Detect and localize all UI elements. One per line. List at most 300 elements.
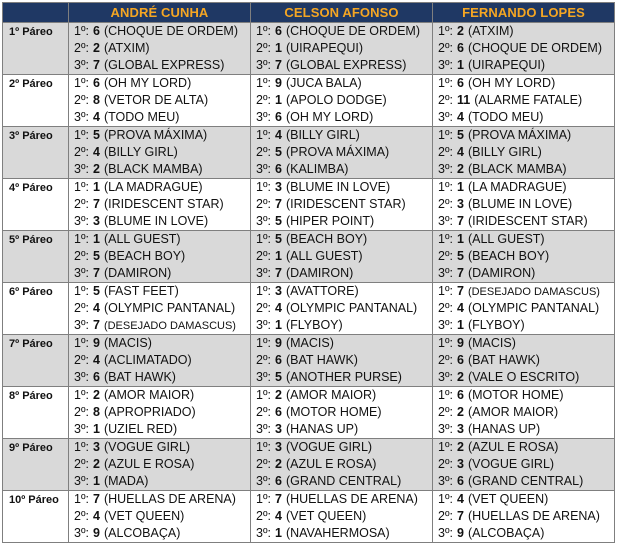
horse-name: (VOGUE GIRL) [467, 457, 555, 471]
horse-number: 6 [93, 24, 100, 38]
pick-position: 3º: [438, 58, 453, 72]
horse-name: (MADA) [103, 474, 149, 488]
pick-line [74, 40, 250, 57]
horse-name: (ANOTHER PURSE) [285, 370, 402, 384]
horse-number: 6 [457, 388, 464, 402]
horse-name: (ALCOBAÇA) [103, 526, 181, 540]
horse-number: 4 [93, 353, 100, 367]
horse-name: (AZUL E ROSA) [103, 457, 195, 471]
picks-cell [251, 23, 433, 75]
horse-number: 2 [93, 162, 100, 176]
race-label: 4º Páreo [3, 179, 69, 231]
pick-position: 2º: [74, 353, 89, 367]
pick-line [256, 40, 432, 57]
pick-line [256, 352, 432, 369]
picks-cell [251, 335, 433, 387]
pick-line [438, 57, 614, 74]
pick-line [74, 421, 250, 438]
pick-line [256, 75, 432, 92]
pick-line [256, 525, 432, 542]
pick-line [74, 248, 250, 265]
horse-number: 2 [93, 457, 100, 471]
horse-number: 4 [457, 145, 464, 159]
pick-line [256, 508, 432, 525]
horse-name: (ATXIM) [467, 24, 514, 38]
horse-name: (LA MADRAGUE) [103, 180, 203, 194]
horse-name: (UIRAPEQUI) [467, 58, 546, 72]
pick-position: 2º: [256, 197, 271, 211]
pick-position: 2º: [438, 301, 453, 315]
pick-line [256, 57, 432, 74]
pick-position: 2º: [74, 405, 89, 419]
horse-name: (LA MADRAGUE) [467, 180, 567, 194]
pick-position: 1º: [256, 284, 271, 298]
pick-position: 1º: [256, 180, 271, 194]
horse-number: 6 [457, 76, 464, 90]
pick-position: 1º: [438, 128, 453, 142]
pick-line [438, 439, 614, 456]
pick-line [438, 23, 614, 40]
horse-number: 3 [275, 284, 282, 298]
horse-name: (VOGUE GIRL) [285, 440, 373, 454]
pick-position: 3º: [438, 214, 453, 228]
pick-line [74, 387, 250, 404]
race-label: 3º Páreo [3, 127, 69, 179]
horse-name: (HANAS UP) [467, 422, 541, 436]
horse-number: 4 [275, 509, 282, 523]
pick-line [74, 317, 250, 334]
pick-line [438, 456, 614, 473]
horse-number: 4 [457, 110, 464, 124]
horse-number: 6 [275, 405, 282, 419]
pick-position: 2º: [74, 197, 89, 211]
horse-number: 6 [275, 24, 282, 38]
pick-position: 3º: [256, 110, 271, 124]
horse-name: (PROVA MÁXIMA) [467, 128, 572, 142]
horse-number: 6 [275, 110, 282, 124]
horse-name: (ALL GUEST) [467, 232, 545, 246]
horse-number: 2 [457, 370, 464, 384]
horse-number: 2 [457, 405, 464, 419]
horse-number: 5 [275, 370, 282, 384]
horse-number: 7 [93, 197, 100, 211]
pick-line [256, 109, 432, 126]
pick-line [74, 335, 250, 352]
horse-number: 2 [457, 162, 464, 176]
horse-number: 7 [457, 509, 464, 523]
horse-name: (FLYBOY) [285, 318, 343, 332]
race-label: 8º Páreo [3, 387, 69, 439]
header-fernando-lopes: FERNANDO LOPES [433, 3, 615, 23]
horse-name: (FAST FEET) [103, 284, 179, 298]
horse-name: (VET QUEEN) [103, 509, 185, 523]
horse-number: 6 [275, 162, 282, 176]
race-row [3, 75, 615, 127]
pick-line [256, 421, 432, 438]
picks-cell [69, 179, 251, 231]
horse-name: (MOTOR HOME) [285, 405, 382, 419]
pick-line [438, 352, 614, 369]
horse-name: (IRIDESCENT STAR) [467, 214, 588, 228]
picks-cell [69, 231, 251, 283]
horse-name: (BILLY GIRL) [467, 145, 542, 159]
horse-name: (BLACK MAMBA) [103, 162, 203, 176]
horse-number: 4 [93, 110, 100, 124]
horse-number: 3 [457, 197, 464, 211]
horse-number: 7 [275, 197, 282, 211]
pick-line [74, 300, 250, 317]
pick-position: 2º: [74, 249, 89, 263]
horse-name: (JUCA BALA) [285, 76, 362, 90]
pick-line [74, 456, 250, 473]
pick-position: 2º: [74, 509, 89, 523]
pick-line [256, 491, 432, 508]
pick-line [438, 404, 614, 421]
pick-line [256, 196, 432, 213]
pick-line [74, 283, 250, 300]
horse-name: (BAT HAWK) [103, 370, 176, 384]
horse-number: 11 [457, 93, 471, 107]
pick-position: 1º: [74, 232, 89, 246]
horse-number: 6 [93, 76, 100, 90]
pick-line [256, 248, 432, 265]
pick-position: 2º: [438, 197, 453, 211]
horse-number: 8 [93, 93, 100, 107]
picks-cell [433, 75, 615, 127]
horse-name: (GLOBAL EXPRESS) [285, 58, 407, 72]
picks-cell [433, 335, 615, 387]
horse-number: 6 [457, 474, 464, 488]
horse-name: (IRIDESCENT STAR) [285, 197, 406, 211]
pick-position: 3º: [74, 266, 89, 280]
horse-name: (AZUL E ROSA) [285, 457, 377, 471]
horse-number: 5 [275, 232, 282, 246]
pick-position: 1º: [256, 232, 271, 246]
pick-position: 3º: [438, 370, 453, 384]
horse-name: (UIRAPEQUI) [285, 41, 364, 55]
horse-name: (ALL GUEST) [285, 249, 363, 263]
picks-cell [433, 283, 615, 335]
header-celson-afonso: CELSON AFONSO [251, 3, 433, 23]
pick-line [438, 421, 614, 438]
pick-position: 3º: [438, 422, 453, 436]
pick-position: 3º: [256, 370, 271, 384]
pick-position: 2º: [74, 145, 89, 159]
pick-line [256, 300, 432, 317]
horse-number: 4 [457, 301, 464, 315]
horse-number: 5 [93, 284, 100, 298]
pick-position: 1º: [74, 492, 89, 506]
pick-position: 2º: [256, 405, 271, 419]
race-label: 1º Páreo [3, 23, 69, 75]
pick-position: 2º: [256, 509, 271, 523]
horse-name: (AMOR MAIOR) [103, 388, 195, 402]
pick-position: 3º: [438, 526, 453, 540]
pick-position: 1º: [438, 180, 453, 194]
horse-name: (VET QUEEN) [467, 492, 549, 506]
header-row [3, 3, 615, 23]
race-row [3, 387, 615, 439]
pick-position: 1º: [256, 492, 271, 506]
pick-position: 3º: [74, 422, 89, 436]
horse-name: (ALL GUEST) [103, 232, 181, 246]
horse-number: 5 [457, 128, 464, 142]
horse-name: (CHOQUE DE ORDEM) [103, 24, 238, 38]
race-row [3, 127, 615, 179]
horse-name: (DESEJADO DAMASCUS) [103, 320, 236, 332]
pick-position: 1º: [438, 492, 453, 506]
pick-position: 2º: [74, 41, 89, 55]
horse-number: 4 [93, 145, 100, 159]
horse-name: (VOGUE GIRL) [103, 440, 191, 454]
pick-position: 3º: [438, 266, 453, 280]
horse-name: (BLUME IN LOVE) [103, 214, 209, 228]
pick-position: 2º: [74, 301, 89, 315]
pick-line [256, 387, 432, 404]
header-corner-cell [3, 3, 69, 23]
horse-name: (CHOQUE DE ORDEM) [285, 24, 420, 38]
picks-cell [69, 75, 251, 127]
pick-position: 3º: [256, 526, 271, 540]
pick-line [74, 127, 250, 144]
picks-cell [251, 283, 433, 335]
pick-position: 3º: [256, 58, 271, 72]
pick-position: 2º: [438, 457, 453, 471]
horse-name: (HUELLAS DE ARENA) [467, 509, 600, 523]
horse-name: (BLACK MAMBA) [467, 162, 567, 176]
pick-position: 1º: [256, 76, 271, 90]
pick-position: 3º: [438, 110, 453, 124]
horse-number: 4 [93, 301, 100, 315]
horse-number: 1 [457, 180, 464, 194]
horse-number: 1 [93, 180, 100, 194]
horse-name: (BILLY GIRL) [103, 145, 178, 159]
horse-name: (GRAND CENTRAL) [285, 474, 402, 488]
horse-name: (CHOQUE DE ORDEM) [467, 41, 602, 55]
picks-cell [69, 491, 251, 543]
pick-position: 2º: [438, 405, 453, 419]
horse-number: 1 [457, 232, 464, 246]
pick-line [438, 335, 614, 352]
horse-number: 1 [275, 318, 282, 332]
horse-name: (OLYMPIC PANTANAL) [285, 301, 418, 315]
horse-name: (DAMIRON) [103, 266, 172, 280]
picks-cell [433, 127, 615, 179]
horse-name: (OH MY LORD) [285, 110, 374, 124]
pick-line [438, 248, 614, 265]
pick-position: 1º: [438, 24, 453, 38]
picks-cell [69, 127, 251, 179]
pick-position: 3º: [438, 162, 453, 176]
pick-line [438, 231, 614, 248]
pick-line [438, 283, 614, 300]
horse-number: 3 [457, 457, 464, 471]
horse-name: (VETOR DE ALTA) [103, 93, 209, 107]
pick-position: 1º: [256, 24, 271, 38]
pick-position: 1º: [438, 388, 453, 402]
pick-position: 3º: [74, 58, 89, 72]
picks-cell [69, 335, 251, 387]
pick-line [74, 473, 250, 490]
pick-line [74, 75, 250, 92]
horse-name: (DAMIRON) [467, 266, 536, 280]
pick-position: 2º: [256, 93, 271, 107]
pick-position: 2º: [438, 249, 453, 263]
horse-number: 9 [457, 526, 464, 540]
pick-position: 3º: [74, 526, 89, 540]
horse-name: (TODO MEU) [103, 110, 180, 124]
horse-number: 3 [275, 180, 282, 194]
horse-name: (HIPER POINT) [285, 214, 375, 228]
pick-position: 2º: [438, 93, 453, 107]
picks-cell [433, 491, 615, 543]
pick-position: 2º: [438, 509, 453, 523]
pick-position: 1º: [438, 232, 453, 246]
horse-number: 1 [93, 232, 100, 246]
pick-line [438, 265, 614, 282]
pick-position: 3º: [74, 162, 89, 176]
pick-line [74, 508, 250, 525]
horse-name: (AZUL E ROSA) [467, 440, 559, 454]
pick-line [74, 265, 250, 282]
horse-name: (IRIDESCENT STAR) [103, 197, 224, 211]
horse-name: (VALE O ESCRITO) [467, 370, 580, 384]
pick-position: 1º: [74, 24, 89, 38]
pick-position: 3º: [74, 474, 89, 488]
horse-name: (BLUME IN LOVE) [467, 197, 573, 211]
pick-line [438, 40, 614, 57]
picks-cell [251, 491, 433, 543]
pick-position: 2º: [256, 41, 271, 55]
race-label: 2º Páreo [3, 75, 69, 127]
pick-line [74, 352, 250, 369]
horse-number: 2 [457, 24, 464, 38]
pick-position: 3º: [438, 474, 453, 488]
pick-line [74, 144, 250, 161]
horse-name: (AMOR MAIOR) [285, 388, 377, 402]
horse-number: 3 [275, 422, 282, 436]
horse-name: (MACIS) [103, 336, 152, 350]
horse-number: 9 [457, 336, 464, 350]
pick-line [256, 144, 432, 161]
pick-line [438, 508, 614, 525]
horse-name: (OLYMPIC PANTANAL) [103, 301, 236, 315]
horse-name: (ATXIM) [103, 41, 150, 55]
pick-line [256, 92, 432, 109]
horse-name: (OH MY LORD) [103, 76, 192, 90]
horse-number: 6 [457, 353, 464, 367]
horse-number: 7 [275, 58, 282, 72]
horse-number: 3 [275, 440, 282, 454]
pick-line [74, 161, 250, 178]
horse-number: 9 [275, 336, 282, 350]
horse-number: 7 [93, 492, 100, 506]
horse-number: 7 [93, 318, 100, 332]
pick-position: 2º: [256, 249, 271, 263]
pick-line [438, 213, 614, 230]
horse-number: 6 [93, 370, 100, 384]
pick-line [74, 196, 250, 213]
pick-line [438, 473, 614, 490]
picks-cell [251, 179, 433, 231]
pick-position: 1º: [256, 128, 271, 142]
horse-number: 7 [93, 58, 100, 72]
pick-position: 1º: [74, 284, 89, 298]
tips-table [2, 2, 615, 543]
horse-number: 2 [457, 440, 464, 454]
pick-line [256, 161, 432, 178]
horse-name: (AVATTORE) [285, 284, 359, 298]
pick-line [438, 196, 614, 213]
race-label: 7º Páreo [3, 335, 69, 387]
horse-number: 6 [457, 41, 464, 55]
picks-cell [433, 179, 615, 231]
pick-position: 2º: [256, 353, 271, 367]
pick-line [256, 265, 432, 282]
pick-line [256, 335, 432, 352]
horse-number: 2 [275, 457, 282, 471]
pick-line [256, 404, 432, 421]
horse-name: (GLOBAL EXPRESS) [103, 58, 225, 72]
horse-number: 1 [275, 93, 282, 107]
horse-number: 3 [457, 422, 464, 436]
horse-name: (BEACH BOY) [285, 232, 368, 246]
horse-name: (BEACH BOY) [467, 249, 550, 263]
pick-position: 2º: [256, 457, 271, 471]
horse-number: 5 [93, 249, 100, 263]
pick-position: 3º: [74, 318, 89, 332]
pick-position: 1º: [256, 388, 271, 402]
horse-name: (NAVAHERMOSA) [285, 526, 390, 540]
horse-number: 1 [93, 474, 100, 488]
pick-line [256, 456, 432, 473]
pick-position: 2º: [74, 93, 89, 107]
horse-name: (HUELLAS DE ARENA) [285, 492, 418, 506]
pick-line [74, 369, 250, 386]
pick-position: 3º: [438, 318, 453, 332]
pick-line [74, 57, 250, 74]
header-andre-cunha: ANDRÉ CUNHA [69, 3, 251, 23]
horse-name: (FLYBOY) [467, 318, 525, 332]
pick-line [256, 473, 432, 490]
pick-line [256, 317, 432, 334]
horse-number: 9 [93, 526, 100, 540]
horse-number: 3 [93, 214, 100, 228]
pick-line [74, 231, 250, 248]
horse-name: (DESEJADO DAMASCUS) [467, 286, 600, 298]
picks-cell [251, 127, 433, 179]
pick-line [256, 23, 432, 40]
race-label: 6º Páreo [3, 283, 69, 335]
pick-position: 1º: [74, 440, 89, 454]
picks-cell [251, 439, 433, 491]
horse-number: 1 [275, 249, 282, 263]
horse-name: (BEACH BOY) [103, 249, 186, 263]
pick-line [438, 144, 614, 161]
horse-name: (MACIS) [467, 336, 516, 350]
pick-line [438, 109, 614, 126]
horse-name: (DAMIRON) [285, 266, 354, 280]
horse-name: (BLUME IN LOVE) [285, 180, 391, 194]
horse-name: (ALCOBAÇA) [467, 526, 545, 540]
horse-name: (PROVA MÁXIMA) [103, 128, 208, 142]
horse-number: 2 [93, 388, 100, 402]
pick-position: 1º: [74, 76, 89, 90]
pick-line [438, 369, 614, 386]
horse-number: 7 [93, 266, 100, 280]
pick-position: 3º: [256, 422, 271, 436]
pick-line [438, 525, 614, 542]
